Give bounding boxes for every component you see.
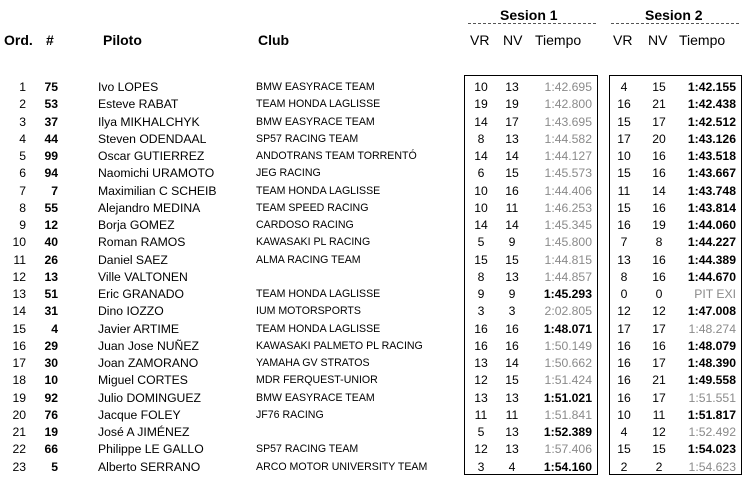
s2-vr-cell: 10 (617, 149, 631, 163)
s1-vr-cell: 16 (474, 321, 488, 336)
club-cell: YAMAHA GV STRATOS (256, 357, 370, 369)
s1-time-cell: 1:51.841 (544, 407, 592, 422)
s1-vr-cell: 10 (474, 183, 488, 198)
position-cell: 15 (12, 321, 26, 336)
rider-number-cell: 7 (51, 183, 58, 198)
rider-name-cell: Roman RAMOS (98, 235, 186, 250)
s2-vr-cell: 16 (617, 218, 631, 232)
s2-vr-cell: 16 (617, 97, 631, 112)
club-cell: TEAM HONDA LAGLISSE (256, 184, 381, 197)
s1-vr-cell: 8 (477, 131, 485, 146)
rider-number-cell: 5 (51, 459, 58, 474)
s1-vr-cell: 8 (477, 269, 485, 284)
s1-vr-cell: 19 (474, 97, 488, 112)
s1-time-cell: 1:44.127 (544, 149, 592, 163)
s2-time-cell: 1:42.512 (687, 114, 736, 129)
s2-nv-cell: 12 (652, 425, 666, 439)
club-cell: ANDOTRANS TEAM TORRENTÓ (256, 150, 417, 162)
s1-vr-cell: 9 (477, 287, 485, 301)
session-2-divider (611, 23, 739, 24)
s1-nv-cell: 16 (505, 338, 519, 353)
position-cell: 10 (12, 235, 26, 250)
s1-time-cell: 2:02.805 (544, 304, 592, 319)
s2-nv-cell: 12 (652, 304, 666, 319)
s1-nv-cell: 13 (505, 442, 519, 457)
club-cell: KAWASAKI PL RACING (256, 236, 371, 249)
rider-name-cell: Joan ZAMORANO (98, 356, 199, 370)
position-cell: 18 (12, 373, 26, 388)
club-cell: TEAM HONDA LAGLISSE (256, 98, 381, 111)
s1-time-cell: 1:50.662 (544, 356, 592, 370)
position-cell: 21 (12, 425, 26, 439)
club-cell: SP57 RACING TEAM (256, 443, 359, 456)
position-cell: 16 (12, 338, 26, 353)
s2-time-cell: 1:54.023 (687, 442, 736, 457)
position-cell: 2 (19, 97, 26, 112)
s1-nv-cell: 9 (508, 235, 516, 250)
table-row (0, 234, 745, 250)
s1-nv-cell: 15 (505, 373, 519, 388)
club-cell: BMW EASYRACE TEAM (256, 115, 375, 128)
s2-nv-cell: 16 (652, 252, 666, 267)
s2-time-cell: 1:49.558 (687, 373, 736, 388)
s1-vr-cell: 11 (474, 407, 488, 422)
s2-nv-cell: 15 (652, 80, 666, 94)
club-cell: JEG RACING (256, 167, 321, 180)
s1-vr-cell: 5 (477, 425, 485, 439)
club-cell: ARCO MOTOR UNIVERSITY TEAM (256, 460, 428, 473)
rider-name-cell: Maximilian C SCHEIB (98, 183, 217, 198)
s2-time-cell: 1:43.126 (687, 131, 736, 146)
s1-time-cell: 1:45.800 (544, 235, 592, 250)
rider-name-cell: José A JIMÉNEZ (98, 425, 190, 439)
header-s1-nv: NV (503, 32, 523, 48)
table-row (0, 372, 745, 388)
club-cell: TEAM HONDA LAGLISSE (256, 322, 381, 335)
s1-vr-cell: 10 (474, 80, 488, 94)
rider-name-cell: Ilya MIKHALCHYK (98, 114, 200, 129)
position-cell: 20 (12, 407, 26, 422)
s1-vr-cell: 3 (477, 459, 485, 474)
s1-time-cell: 1:45.345 (544, 218, 592, 232)
s2-nv-cell: 11 (652, 407, 666, 422)
s2-vr-cell: 16 (617, 373, 631, 388)
rider-number-cell: 4 (51, 321, 58, 336)
table-row (0, 338, 745, 354)
s1-nv-cell: 13 (505, 425, 519, 439)
position-cell: 9 (19, 218, 26, 232)
header-s1-tiempo: Tiempo (535, 32, 582, 48)
table-row (0, 303, 745, 319)
s2-nv-cell: 16 (652, 166, 666, 181)
position-cell: 7 (19, 183, 26, 198)
table-row (0, 390, 745, 406)
rider-name-cell: Dino IOZZO (98, 304, 164, 319)
s2-nv-cell: 17 (652, 321, 666, 336)
table-row (0, 148, 745, 164)
s2-time-cell: 1:44.060 (687, 218, 736, 232)
club-cell: TEAM SPEED RACING (256, 201, 369, 214)
position-cell: 23 (12, 459, 26, 474)
club-cell: IUM MOTORSPORTS (256, 305, 361, 318)
club-cell: SP57 RACING TEAM (256, 132, 359, 145)
s1-nv-cell: 13 (505, 390, 519, 405)
s2-nv-cell: 8 (655, 235, 663, 250)
rider-number-cell: 37 (44, 114, 58, 129)
s2-vr-cell: 16 (617, 338, 631, 353)
table-row (0, 286, 745, 302)
rider-number-cell: 44 (44, 131, 58, 146)
session-1-title: Sesion 1 (500, 7, 558, 23)
rider-number-cell: 29 (44, 338, 58, 353)
s1-nv-cell: 19 (505, 97, 519, 112)
position-cell: 5 (19, 149, 26, 163)
s1-vr-cell: 15 (474, 252, 488, 267)
club-cell: KAWASAKI PALMETO PL RACING (256, 339, 423, 352)
rider-name-cell: Steven ODENDAAL (98, 131, 207, 146)
s2-nv-cell: 2 (655, 459, 663, 474)
table-row (0, 79, 745, 95)
rider-number-cell: 13 (44, 269, 58, 284)
s1-vr-cell: 12 (474, 442, 488, 457)
club-cell: ALMA RACING TEAM (256, 253, 361, 266)
rider-name-cell: Jacque FOLEY (98, 407, 181, 422)
s2-vr-cell: 16 (617, 356, 631, 370)
rider-number-cell: 51 (44, 287, 58, 301)
s1-nv-cell: 13 (505, 80, 519, 94)
s1-time-cell: 1:46.253 (544, 200, 592, 215)
s1-time-cell: 1:57.406 (544, 442, 592, 457)
header-s1-vr: VR (470, 32, 490, 48)
rider-name-cell: Esteve RABAT (98, 97, 179, 112)
table-row (0, 217, 745, 233)
s2-time-cell: PIT EXI (694, 287, 736, 301)
rider-name-cell: Julio DOMINGUEZ (98, 390, 201, 405)
s2-vr-cell: 17 (617, 321, 631, 336)
club-cell: MDR FERQUEST-UNIOR (256, 374, 378, 387)
s1-nv-cell: 16 (505, 183, 519, 198)
s1-vr-cell: 6 (477, 166, 485, 181)
s2-time-cell: 1:51.551 (688, 390, 736, 405)
s1-time-cell: 1:42.800 (544, 97, 592, 112)
table-row (0, 441, 745, 457)
s1-vr-cell: 13 (474, 356, 488, 370)
s2-time-cell: 1:48.079 (687, 338, 736, 353)
header-piloto: Piloto (103, 32, 142, 48)
header-ord: Ord. (4, 32, 33, 48)
club-cell: BMW EASYRACE TEAM (256, 81, 375, 93)
s2-vr-cell: 13 (617, 252, 631, 267)
s1-nv-cell: 14 (505, 149, 519, 163)
s2-time-cell: 1:51.817 (687, 407, 736, 422)
s2-nv-cell: 15 (652, 442, 666, 457)
table-row (0, 200, 745, 216)
s1-vr-cell: 14 (474, 114, 488, 129)
club-cell: TEAM HONDA LAGLISSE (256, 288, 381, 300)
rider-name-cell: Alberto SERRANO (98, 459, 201, 474)
s1-vr-cell: 14 (474, 218, 488, 232)
s2-time-cell: 1:42.155 (687, 80, 736, 94)
position-cell: 6 (19, 166, 26, 181)
s2-nv-cell: 14 (652, 183, 666, 198)
position-cell: 13 (12, 287, 26, 301)
s1-time-cell: 1:43.695 (544, 114, 592, 129)
rider-name-cell: Naomichi URAMOTO (98, 166, 215, 181)
s2-time-cell: 1:48.390 (687, 356, 736, 370)
s2-vr-cell: 8 (620, 269, 628, 284)
s2-vr-cell: 4 (620, 80, 628, 94)
s2-vr-cell: 11 (617, 183, 631, 198)
rider-name-cell: Javier ARTIME (98, 321, 180, 336)
rider-number-cell: 66 (44, 442, 58, 457)
position-cell: 19 (12, 390, 26, 405)
s2-time-cell: 1:44.227 (687, 235, 736, 250)
s2-vr-cell: 7 (620, 235, 628, 250)
s1-nv-cell: 16 (505, 321, 519, 336)
s1-vr-cell: 14 (474, 149, 488, 163)
s2-time-cell: 1:54.623 (688, 459, 736, 474)
s1-time-cell: 1:51.424 (544, 373, 592, 388)
rider-number-cell: 40 (44, 235, 58, 250)
s2-vr-cell: 12 (617, 304, 631, 319)
s1-time-cell: 1:48.071 (543, 321, 592, 336)
rider-name-cell: Daniel SAEZ (98, 252, 168, 267)
position-cell: 22 (12, 442, 26, 457)
table-row (0, 321, 745, 337)
s1-time-cell: 1:44.815 (544, 252, 592, 267)
s2-time-cell: 1:43.518 (687, 149, 736, 163)
s2-vr-cell: 2 (620, 459, 628, 474)
position-cell: 17 (12, 356, 26, 370)
s1-time-cell: 1:42.695 (544, 80, 592, 94)
s2-nv-cell: 16 (652, 200, 666, 215)
s2-vr-cell: 15 (617, 442, 631, 457)
header-s2-tiempo: Tiempo (679, 32, 726, 48)
rider-number-cell: 99 (44, 149, 58, 163)
s1-nv-cell: 15 (505, 166, 519, 181)
s2-nv-cell: 17 (652, 390, 666, 405)
s2-nv-cell: 16 (652, 269, 666, 284)
rider-name-cell: Alejandro MEDINA (98, 200, 201, 215)
s1-time-cell: 1:54.160 (543, 459, 592, 474)
rider-number-cell: 26 (44, 252, 58, 267)
s2-time-cell: 1:44.389 (687, 252, 736, 267)
rider-number-cell: 30 (44, 356, 58, 370)
s1-nv-cell: 15 (505, 252, 519, 267)
rider-number-cell: 19 (44, 425, 58, 439)
rider-name-cell: Oscar GUTIERREZ (98, 149, 205, 163)
s2-time-cell: 1:43.667 (687, 166, 736, 181)
s1-nv-cell: 14 (505, 356, 519, 370)
table-row (0, 183, 745, 199)
position-cell: 11 (13, 252, 26, 267)
club-cell: BMW EASYRACE TEAM (256, 391, 375, 404)
rider-name-cell: Borja GOMEZ (98, 218, 175, 232)
s2-nv-cell: 21 (652, 373, 666, 388)
s2-time-cell: 1:52.492 (688, 425, 736, 439)
s1-time-cell: 1:52.389 (543, 425, 592, 439)
s1-nv-cell: 11 (505, 407, 519, 422)
s2-nv-cell: 17 (652, 114, 666, 129)
s1-vr-cell: 3 (477, 304, 485, 319)
s1-nv-cell: 13 (505, 131, 519, 146)
table-row (0, 355, 745, 371)
rider-number-cell: 75 (44, 80, 58, 94)
header-num: # (46, 32, 54, 48)
session-2-title: Sesion 2 (645, 7, 703, 23)
table-row (0, 114, 745, 130)
table-row (0, 407, 745, 423)
rider-name-cell: Ville VALTONEN (98, 269, 188, 284)
s2-time-cell: 1:43.748 (687, 183, 736, 198)
s2-nv-cell: 20 (652, 131, 666, 146)
s2-vr-cell: 16 (617, 390, 631, 405)
club-cell: CARDOSO RACING (256, 219, 354, 231)
position-cell: 12 (12, 269, 26, 284)
s1-nv-cell: 3 (508, 304, 516, 319)
s2-nv-cell: 21 (652, 97, 666, 112)
s1-time-cell: 1:44.582 (544, 131, 592, 146)
s2-nv-cell: 0 (655, 287, 663, 301)
s1-time-cell: 1:51.021 (543, 390, 592, 405)
s2-time-cell: 1:43.814 (687, 200, 736, 215)
table-row (0, 131, 745, 147)
s2-time-cell: 1:47.008 (687, 304, 736, 319)
s1-vr-cell: 10 (474, 200, 488, 215)
s2-vr-cell: 4 (620, 425, 628, 439)
table-row (0, 165, 745, 181)
s1-nv-cell: 13 (505, 269, 519, 284)
s2-vr-cell: 15 (617, 200, 631, 215)
s2-nv-cell: 16 (652, 149, 666, 163)
s1-nv-cell: 4 (508, 459, 516, 474)
s2-nv-cell: 19 (652, 218, 666, 232)
rider-number-cell: 94 (44, 166, 58, 181)
table-row (0, 96, 745, 112)
rider-number-cell: 31 (44, 304, 58, 319)
s2-nv-cell: 16 (652, 338, 666, 353)
s2-vr-cell: 17 (617, 131, 631, 146)
rider-name-cell: Philippe LE GALLO (98, 442, 204, 457)
table-row (0, 269, 745, 285)
table-row (0, 252, 745, 268)
s1-time-cell: 1:45.293 (543, 287, 592, 301)
header-club: Club (258, 32, 290, 48)
s1-time-cell: 1:44.857 (544, 269, 592, 284)
position-cell: 1 (19, 80, 26, 94)
s1-time-cell: 1:44.406 (544, 183, 592, 198)
position-cell: 4 (19, 131, 26, 146)
s2-nv-cell: 17 (652, 356, 666, 370)
position-cell: 3 (19, 114, 26, 129)
s1-nv-cell: 17 (505, 114, 519, 129)
rider-number-cell: 92 (44, 390, 58, 405)
rider-number-cell: 53 (44, 97, 58, 112)
s2-time-cell: 1:48.274 (688, 321, 736, 336)
s2-time-cell: 1:44.670 (687, 269, 736, 284)
header-s2-vr: VR (613, 32, 633, 48)
s2-vr-cell: 15 (617, 114, 631, 129)
s1-vr-cell: 16 (474, 338, 488, 353)
s1-vr-cell: 13 (474, 390, 488, 405)
rider-name-cell: Ivo LOPES (98, 80, 159, 94)
s2-vr-cell: 10 (617, 407, 631, 422)
s2-time-cell: 1:42.438 (687, 97, 736, 112)
rider-name-cell: Juan Jose NUÑEZ (98, 338, 199, 353)
rider-name-cell: Eric GRANADO (98, 287, 184, 301)
rider-name-cell: Miguel CORTES (98, 373, 188, 388)
session-1-divider (468, 23, 596, 24)
s1-vr-cell: 5 (477, 235, 485, 250)
position-cell: 8 (19, 200, 26, 215)
s1-time-cell: 1:50.149 (544, 338, 592, 353)
s2-vr-cell: 0 (620, 287, 628, 301)
rider-number-cell: 55 (44, 200, 58, 215)
rider-number-cell: 10 (44, 373, 58, 388)
table-row (0, 459, 745, 475)
s1-time-cell: 1:45.573 (544, 166, 592, 181)
s1-nv-cell: 11 (505, 200, 519, 215)
position-cell: 14 (12, 304, 26, 319)
rider-number-cell: 76 (44, 407, 58, 422)
s1-vr-cell: 12 (474, 373, 488, 388)
header-s2-nv: NV (648, 32, 668, 48)
rider-number-cell: 12 (44, 218, 58, 232)
table-row (0, 424, 745, 440)
s2-vr-cell: 15 (617, 166, 631, 181)
s1-nv-cell: 9 (508, 287, 516, 301)
s1-nv-cell: 14 (505, 218, 519, 232)
club-cell: JF76 RACING (256, 408, 324, 421)
